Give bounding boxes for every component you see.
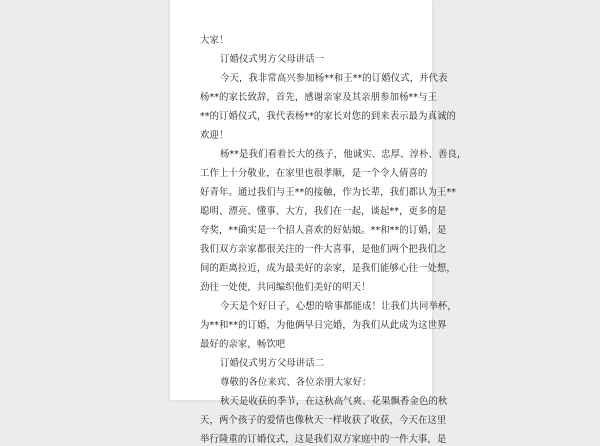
text-line: 为**和**的订婚，为他俩早日完婚，为我们从此成为这世界 [200, 320, 447, 331]
text-line: 好青年。通过我们与王**的接触，作为长辈，我们都认为王** [200, 187, 457, 198]
text-line: 聪明、漂亮、懂事、大方，我们在一起，谈起**，更多的是 [200, 206, 447, 217]
text-line: **的订婚仪式，我代表杨**的家长对您的到来表示最为真诚的 [200, 111, 457, 122]
text-line: 尊敬的各位来宾、各位亲朋大家好： [220, 377, 372, 388]
text-line: 天，两个孩子的爱情也像秋天一样收获了收获，今天在这里 [200, 415, 447, 426]
document-page [170, 0, 467, 445]
text-line: 最好的亲家，畅饮吧 [200, 339, 286, 350]
section-heading-1: 订婚仪式男方父母讲话一 [220, 54, 325, 65]
text-line: 我们双方亲家都很关注的一件大喜事，是他们两个把我们之 [200, 244, 447, 255]
text-line: 杨**是我们看着长大的孩子，他诚实、忠厚、淳朴、善良， [220, 149, 467, 160]
text-line: 秋天是收获的季节，在这秋高气爽、花果飘香金色的秋 [220, 396, 448, 407]
section-heading-2: 订婚仪式男方父母讲话二 [220, 358, 325, 369]
text-line: 夸奖，**确实是一个招人喜欢的好姑娘。**和**的订婚，是 [200, 225, 447, 236]
text-line: 欢迎！ [200, 130, 229, 141]
text-line: 间的距离拉近，成为最美好的亲家，是我们能够心往一处想， [200, 263, 456, 274]
text-line: 劲往一处使，共同编织他们美好的明天！ [200, 282, 371, 293]
text-line: 举行隆重的订婚仪式，这是我们双方家庭中的一件大事，是 [200, 434, 447, 445]
text-line: 工作上十分敬业，在家里也很孝顺，是一个令人倩喜的 [200, 168, 428, 179]
text-line: 今天是个好日子，心想的啥事都能成！让我们共同举杯， [220, 301, 457, 312]
text-line: 今天，我非常高兴参加杨**和王**的订婚仪式，并代表 [220, 73, 448, 84]
text-line: 杨**的家长致辞，首先，感谢亲家及其亲朋参加杨**与王 [200, 92, 438, 103]
text-line: 大家！ [200, 35, 229, 46]
